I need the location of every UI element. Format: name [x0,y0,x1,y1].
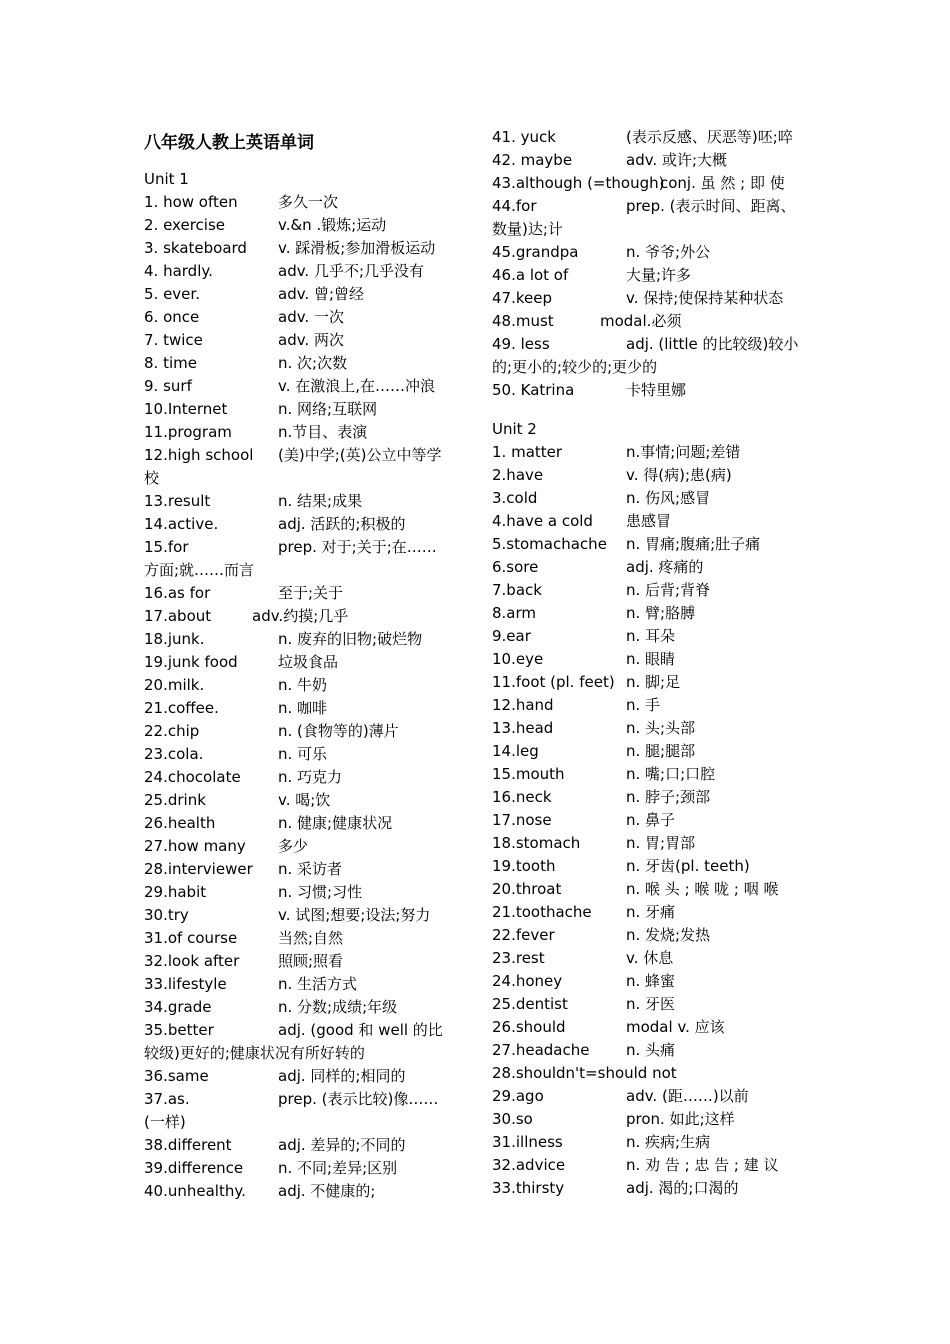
vocab-definition: modal v. 应该 [626,1018,725,1036]
vocab-definition: adj. (good 和 well 的比 [278,1021,443,1039]
vocab-word: 10.Internet [144,400,228,418]
vocab-word: 5.stomachache [492,535,607,553]
vocab-word: 45.grandpa [492,243,579,261]
vocab-definition: n. 鼻子 [626,811,676,829]
vocab-definition: n. 蜂蜜 [626,972,676,990]
vocab-definition: n. 可乐 [278,745,328,763]
vocab-definition: adj. 不健康的; [278,1182,376,1200]
vocab-word: 4. hardly. [144,262,213,280]
vocab-definition: n. 劝 告 ; 忠 告 ; 建 议 [626,1156,779,1174]
vocab-definition: n. 胃;胃部 [626,834,696,852]
vocab-definition-continued: 的;更小的;较少的;更少的 [492,358,658,376]
vocab-word: 28.shouldn't=should not [492,1064,677,1082]
vocab-definition: n. 发烧;发热 [626,926,711,944]
vocab-word: 22.fever [492,926,555,944]
vocab-definition: adv. 几乎不;几乎没有 [278,262,425,280]
vocab-word: 32.advice [492,1156,566,1174]
vocab-definition: v. 试图;想要;设法;努力 [278,906,431,924]
vocab-definition: v.&n .锻炼;运动 [278,216,387,234]
vocab-word: 10.eye [492,650,544,668]
vocab-definition: conj. 虽 然 ; 即 使 [660,174,785,192]
vocab-definition: n. 头;头部 [626,719,696,737]
vocab-word: 16.as for [144,584,211,602]
vocab-definition: 多少 [278,837,309,855]
vocab-definition: 当然;自然 [278,929,344,947]
vocab-word: 6.sore [492,558,539,576]
vocab-definition: n. 嘴;口;口腔 [626,765,716,783]
vocab-word: 14.active. [144,515,219,533]
vocab-definition: pron. 如此;这样 [626,1110,735,1128]
vocab-definition: n.事情;问题;差错 [626,443,741,461]
vocab-word: 15.mouth [492,765,565,783]
vocab-word: 2. exercise [144,216,225,234]
vocab-definition: n. 牙痛 [626,903,676,921]
vocab-definition: n. 网络;互联网 [278,400,378,418]
vocab-definition: adj. 活跃的;积极的 [278,515,406,533]
vocab-word: 42. maybe [492,151,573,169]
vocab-definition: n. 伤风;感冒 [626,489,711,507]
vocab-word: 44.for [492,197,537,215]
vocab-word: 48.must [492,312,554,330]
vocab-word: 38.different [144,1136,232,1154]
vocab-word: 27.headache [492,1041,590,1059]
vocab-definition: prep. (表示比较)像…… [278,1090,439,1108]
vocab-definition: adj. 疼痛的 [626,558,704,576]
vocab-definition: n. 分数;成绩;年级 [278,998,398,1016]
vocab-word: 35.better [144,1021,214,1039]
vocab-definition: 患感冒 [626,512,672,530]
vocab-definition-continued: 方面;就……而言 [144,561,255,579]
vocab-word: 41. yuck [492,128,556,146]
vocab-definition: v. 保持;使保持某种状态 [626,289,784,307]
vocab-definition: n. 腿;腿部 [626,742,696,760]
vocab-word: 33.lifestyle [144,975,227,993]
vocab-definition: n. 喉 头 ; 喉 咙 ; 咽 喉 [626,880,779,898]
vocab-word: 19.tooth [492,857,556,875]
vocab-word: 7. twice [144,331,203,349]
vocab-word: 20.throat [492,880,562,898]
vocab-word: 26.should [492,1018,566,1036]
vocab-definition: prep. (表示时间、距离、 [626,197,796,215]
vocab-word: 8.arm [492,604,537,622]
vocab-word: 32.look after [144,952,240,970]
vocab-definition: n. 健康;健康状况 [278,814,393,832]
vocab-word: 25.dentist [492,995,568,1013]
vocab-definition: adj. 差异的;不同的 [278,1136,406,1154]
vocab-word: 19.junk food [144,653,238,671]
vocab-definition: adv.约摸;几乎 [252,607,349,625]
vocab-word: 2.have [492,466,544,484]
vocab-definition: v. 得(病);患(病) [626,466,732,484]
document-title: 八年级人教上英语单词 [144,133,314,153]
vocab-definition: adv. (距……)以前 [626,1087,749,1105]
vocab-definition: (美)中学;(英)公立中等学 [278,446,442,464]
vocab-word: 46.a lot of [492,266,569,284]
vocab-definition: n. 废弃的旧物;破烂物 [278,630,423,648]
vocab-definition: n. 牙医 [626,995,676,1013]
vocab-word: 40.unhealthy. [144,1182,246,1200]
vocab-definition: 垃圾食品 [278,653,339,671]
vocab-definition-continued: 校 [144,469,160,487]
vocab-definition: adj. 同样的;相同的 [278,1067,406,1085]
vocab-word: 33.thirsty [492,1179,565,1197]
vocab-word: 13.result [144,492,211,510]
vocab-word: 25.drink [144,791,206,809]
vocab-word: 34.grade [144,998,212,1016]
vocab-word: 24.chocolate [144,768,241,786]
vocab-word: 23.cola. [144,745,204,763]
vocab-definition: n. 眼睛 [626,650,676,668]
vocab-word: 27.how many [144,837,246,855]
unit1-heading: Unit 1 [144,170,189,188]
vocab-definition: 卡特里娜 [626,381,687,399]
vocab-word: 3. skateboard [144,239,247,257]
vocab-word: 8. time [144,354,197,372]
vocab-definition: n.节目、表演 [278,423,368,441]
vocab-definition: prep. 对于;关于;在…… [278,538,437,556]
vocab-definition: modal.必须 [600,312,682,330]
vocab-word: 18.junk. [144,630,205,648]
vocab-word: 50. Katrina [492,381,575,399]
vocab-definition: n. 胃痛;腹痛;肚子痛 [626,535,761,553]
vocab-word: 21.coffee. [144,699,219,717]
vocab-definition: n. 手 [626,696,661,714]
vocab-word: 14.leg [492,742,539,760]
vocab-definition: 至于;关于 [278,584,344,602]
vocab-definition: n. 头痛 [626,1041,676,1059]
vocab-definition: v. 喝;饮 [278,791,331,809]
vocab-word: 20.milk. [144,676,205,694]
vocab-definition: n. 耳朵 [626,627,676,645]
vocab-word: 23.rest [492,949,545,967]
vocab-word: 12.hand [492,696,554,714]
vocab-word: 24.honey [492,972,563,990]
vocab-word: 6. once [144,308,200,326]
vocab-definition: n. 次;次数 [278,354,348,372]
vocab-word: 17.about [144,607,212,625]
vocab-definition: n. 爷爷;外公 [626,243,711,261]
vocab-word: 26.health [144,814,216,832]
vocab-definition: adj. 渴的;口渴的 [626,1179,739,1197]
vocab-word: 43.although (=though) [492,174,665,192]
vocab-definition: n. 后背;背脊 [626,581,711,599]
vocab-definition-continued: 较级)更好的;健康状况有所好转的 [144,1044,365,1062]
vocab-word: 4.have a cold [492,512,593,530]
vocab-definition: n. 疾病;生病 [626,1133,711,1151]
vocab-word: 36.same [144,1067,209,1085]
vocab-word: 37.as. [144,1090,190,1108]
vocab-word: 9.ear [492,627,531,645]
vocab-definition: n. 咖啡 [278,699,328,717]
vocab-definition: n. 习惯;习性 [278,883,363,901]
vocab-definition: n. 生活方式 [278,975,358,993]
vocab-word: 9. surf [144,377,192,395]
vocab-word: 21.toothache [492,903,592,921]
vocab-definition-continued: 数量)达;计 [492,220,563,238]
vocab-definition: n. 不同;差异;区别 [278,1159,398,1177]
vocab-word: 39.difference [144,1159,244,1177]
vocab-word: 5. ever. [144,285,200,303]
vocab-word: 17.nose [492,811,552,829]
vocab-word: 13.head [492,719,554,737]
vocab-definition-continued: (一样) [144,1113,186,1131]
vocab-word: 28.interviewer [144,860,253,878]
vocab-word: 1. how often [144,193,238,211]
vocab-definition: 照顾;照看 [278,952,344,970]
vocab-word: 30.try [144,906,189,924]
vocab-word: 16.neck [492,788,552,806]
vocab-word: 11.program [144,423,232,441]
vocab-word: 29.ago [492,1087,544,1105]
vocab-definition: v. 在激浪上,在……冲浪 [278,377,436,395]
vocab-word: 30.so [492,1110,533,1128]
vocab-word: 15.for [144,538,189,556]
vocab-definition: (表示反感、厌恶等)呸;啐 [626,128,793,146]
vocab-definition: adv. 两次 [278,331,344,349]
vocab-definition: n. 采访者 [278,860,343,878]
vocab-definition: v. 休息 [626,949,674,967]
vocab-word: 47.keep [492,289,552,307]
vocab-word: 12.high school [144,446,254,464]
vocab-definition: adv. 一次 [278,308,344,326]
vocab-word: 31.of course [144,929,238,947]
vocab-definition: 多久一次 [278,193,339,211]
vocab-definition: 大量;许多 [626,266,692,284]
vocab-definition: n. 结果;成果 [278,492,363,510]
vocab-word: 31.illness [492,1133,563,1151]
vocab-definition: n. (食物等的)薄片 [278,722,399,740]
vocab-definition: adv. 或许;大概 [626,151,728,169]
vocab-word: 11.foot (pl. feet) [492,673,615,691]
vocab-word: 3.cold [492,489,538,507]
unit2-heading: Unit 2 [492,420,537,438]
vocab-word: 49. less [492,335,550,353]
vocab-word: 18.stomach [492,834,581,852]
vocab-definition: adv. 曾;曾经 [278,285,365,303]
vocab-word: 29.habit [144,883,207,901]
vocab-word: 22.chip [144,722,200,740]
vocab-definition: adj. (little 的比较级)较小 [626,335,799,353]
vocab-definition: n. 巧克力 [278,768,343,786]
vocab-word: 7.back [492,581,542,599]
vocab-definition: n. 脚;足 [626,673,681,691]
vocab-definition: n. 脖子;颈部 [626,788,711,806]
vocab-definition: v. 踩滑板;参加滑板运动 [278,239,436,257]
vocab-definition: n. 牛奶 [278,676,328,694]
vocab-definition: n. 牙齿(pl. teeth) [626,857,750,875]
vocab-definition: n. 臂;胳膊 [626,604,696,622]
vocab-word: 1. matter [492,443,563,461]
